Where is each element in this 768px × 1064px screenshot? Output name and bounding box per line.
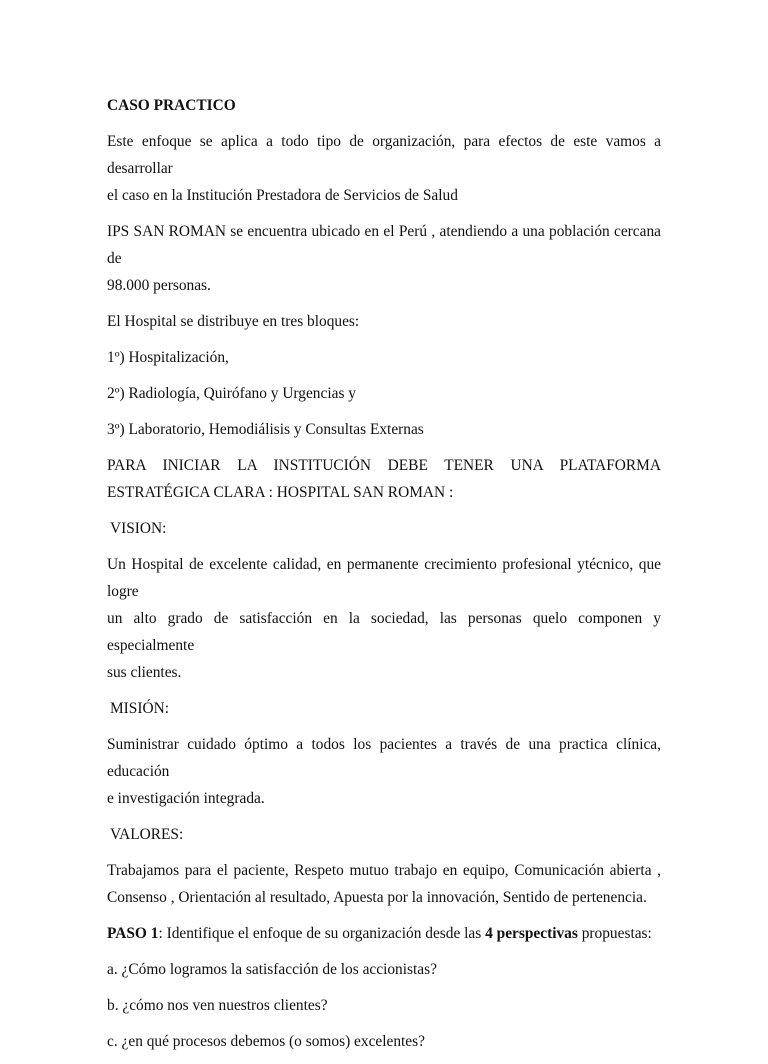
valores-heading: VALORES:	[110, 826, 184, 843]
intro-paragraph	[107, 128, 661, 209]
valores-line-1: Trabajamos para el paciente, Respeto mutuo trabajo en equipo, Comunicación abierta ,	[107, 862, 661, 879]
paso1-label: PASO 1	[107, 925, 159, 942]
plataforma-line-2: ESTRATÉGICA CLARA : HOSPITAL SAN ROMAN :	[107, 484, 454, 501]
paso1-text-a: : Identifique el enfoque de su organización desde las	[158, 925, 486, 942]
vision-line-1: Un Hospital de excelente calidad, en permanente crecimiento profesional ytécnico, que logre	[107, 556, 661, 600]
mision-paragraph	[107, 731, 661, 812]
bloque-item-1: 1º) Hospitalización,	[107, 349, 229, 366]
vision-line-3: sus clientes.	[107, 664, 182, 681]
paso1-perspectivas: 4 perspectivas	[485, 925, 578, 942]
bloque-item-2: 2º) Radiología, Quirófano y Urgencias y	[107, 385, 356, 402]
mision-line-2: e investigación integrada.	[107, 790, 265, 807]
question-a: a. ¿Cómo logramos la satisfacción de los accionistas?	[107, 961, 437, 978]
vision-line-2: un alto grado de satisfacción en la sociedad, las personas quelo componen y especialmente	[107, 610, 661, 654]
ips-line-1: IPS SAN ROMAN se encuentra ubicado en el Perú , atendiendo a una población cercana de	[107, 223, 661, 267]
valores-line-2: Consenso , Orientación al resultado, Apuesta por la innovación, Sentido de pertenencia.	[107, 889, 647, 906]
ips-line-2: 98.000 personas.	[107, 277, 211, 294]
ips-paragraph	[107, 218, 661, 299]
mision-heading: MISIÓN:	[110, 700, 169, 717]
question-c: c. ¿en qué procesos debemos (o somos) excelentes?	[107, 1033, 425, 1050]
valores-paragraph	[107, 857, 661, 911]
mision-line-1: Suministrar cuidado óptimo a todos los pacientes a través de una practica clínica, educación	[107, 736, 661, 780]
paso1-text-b: propuestas:	[577, 925, 652, 942]
intro-line-1: Este enfoque se aplica a todo tipo de organización, para efectos de este vamos a desarrollar	[107, 133, 661, 177]
question-b: b. ¿cómo nos ven nuestros clientes?	[107, 997, 328, 1014]
document-page	[107, 92, 661, 1064]
plataforma-line-1: PARA INICIAR LA INSTITUCIÓN DEBE TENER UNA PLATAFORMA	[107, 457, 661, 474]
bloques-intro: El Hospital se distribuye en tres bloques:	[107, 313, 360, 330]
document-title: CASO PRACTICO	[107, 97, 236, 114]
paso1-paragraph	[107, 920, 661, 947]
intro-line-2: el caso en la Institución Prestadora de Servicios de Salud	[107, 187, 458, 204]
plataforma-paragraph	[107, 452, 661, 506]
vision-heading: VISION:	[110, 520, 167, 537]
bloque-item-3: 3º) Laboratorio, Hemodiálisis y Consultas Externas	[107, 421, 424, 438]
vision-paragraph	[107, 551, 661, 686]
